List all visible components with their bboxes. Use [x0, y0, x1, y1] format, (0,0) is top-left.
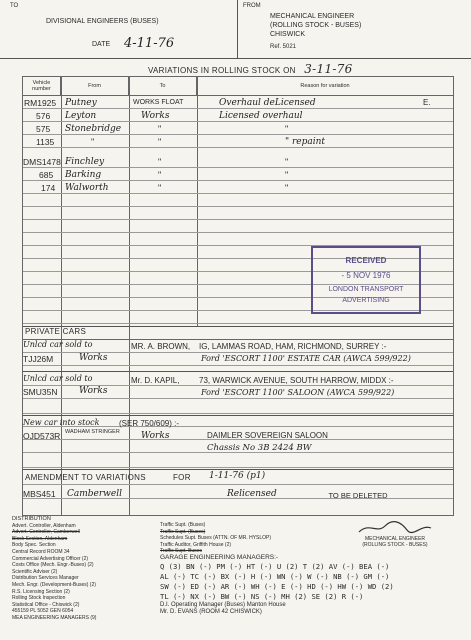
- from-line-2: (ROLLING STOCK - BUSES): [270, 22, 362, 29]
- section-rule: [23, 371, 453, 372]
- col-divider-3: [197, 77, 198, 327]
- distribution-item: Schedules Supt. Buses (ATTN. OF MR. HYSLOP): [160, 535, 272, 542]
- ruled-line: [23, 108, 453, 109]
- from-location: Barking: [65, 170, 102, 180]
- received-stamp: [311, 246, 421, 314]
- from-location: Stonebridge: [65, 124, 122, 134]
- distribution-item: Body Spec. Section: [12, 542, 56, 549]
- vehicle-number: SMU35N: [23, 387, 58, 397]
- col-divider-2: [129, 77, 130, 515]
- form-header: [0, 0, 471, 59]
- stamp-received: RECEIVED: [345, 256, 387, 265]
- reason: Overhaul deLicensed: [219, 98, 316, 108]
- ruled-line: [23, 232, 453, 233]
- distribution-item: Traffic Supt. (Buses): [160, 522, 206, 528]
- distribution-item: Mech. Engr. (Development-Buses) (2): [12, 581, 96, 588]
- distribution-item: Central Record ROOM 34: [12, 548, 70, 555]
- ruled-line: [23, 147, 453, 148]
- date-value: 4-11-76: [124, 36, 175, 51]
- from-location: Putney: [65, 98, 97, 108]
- from-location: ": [91, 137, 95, 147]
- col-header-from: From: [61, 77, 129, 95]
- vehicle-number: RM1925: [24, 98, 57, 108]
- ruled-line: [23, 193, 453, 194]
- reason: ": [285, 183, 289, 193]
- garage-managers-heading: GARAGE ENGINEERING MANAGERS:-: [160, 553, 279, 561]
- to-location: Works: [141, 431, 170, 441]
- from-label: FROM: [243, 3, 261, 9]
- from-location: Leyton: [65, 111, 97, 121]
- from-location: Finchley: [65, 157, 105, 167]
- reason: ": [285, 124, 289, 134]
- vehicle-number: 685: [39, 170, 54, 180]
- car-model: DAIMLER SOVEREIGN SALOON: [207, 431, 328, 440]
- stamp-line-4: ADVERTISING: [342, 297, 390, 304]
- distribution-item: Scientific Adviser (2): [12, 568, 58, 575]
- distribution-item: Mr. D. EVANS (ROOM 42 CHISWICK): [160, 608, 262, 615]
- distribution-item: TL (-) NX (-) BW (-) NS (-) MH (2) SE (2) R (-): [160, 591, 364, 601]
- date-label: DATE: [92, 41, 111, 48]
- to-value: DIVISIONAL ENGINEERS (BUSES): [46, 18, 159, 25]
- ruled-line: [23, 219, 453, 220]
- ruled-line: [23, 467, 453, 468]
- distribution-left: [12, 516, 162, 622]
- reason: ": [285, 170, 289, 180]
- from-location: Works: [79, 353, 108, 363]
- to-location: Works: [141, 111, 170, 121]
- ruled-line: [23, 134, 453, 135]
- ref-number: Ref. 5021: [270, 44, 297, 50]
- col-header-reason: Reason for variation: [300, 83, 350, 89]
- ruled-line: [23, 180, 453, 181]
- amendment-label: AMENDMENT TO VARIATIONS: [25, 473, 146, 482]
- vehicle-number: 1135: [36, 137, 55, 147]
- ruled-line: [23, 413, 453, 414]
- ruled-line: [23, 121, 453, 122]
- reason-mark: E.: [423, 98, 431, 107]
- to-label: TO: [10, 3, 19, 9]
- distribution-item: Advert. Controller, Camberwell: [12, 529, 80, 536]
- vehicle-number: TJJ26M: [23, 354, 54, 364]
- amendment-reason: Relicensed: [227, 489, 277, 499]
- signature-line-1: MECHANICAL ENGINEER: [364, 536, 426, 542]
- reason: ": [285, 157, 289, 167]
- from-line-1: MECHANICAL ENGINEER: [270, 13, 355, 20]
- ruled-line: [23, 365, 453, 366]
- stamp-date: - 5 NOV 1976: [341, 271, 391, 280]
- vehicle-number: OJD573R: [23, 431, 61, 441]
- distribution-item: AL (-) TC (-) BX (-) H (-) WN (-) W (-) NB (-) GM (-): [160, 571, 390, 581]
- distribution-item: Commercial Advertising Officer (2): [12, 555, 89, 562]
- distribution-item: Advert. Controller, Aldenham: [12, 522, 76, 529]
- header-divider: [237, 0, 238, 58]
- distribution-heading: DISTRIBUTION: [12, 516, 51, 522]
- private-cars-heading: PRIVATE CARS: [25, 327, 87, 336]
- from-line-3: CHISWICK: [270, 31, 305, 38]
- buyer-address: 73, WARWICK AVENUE, SOUTH HARROW, MIDDX :-: [199, 376, 394, 385]
- distribution-item: Traffic Supt. (Buses): [160, 528, 206, 535]
- stock-reference: (SER 750/609) :-: [119, 419, 180, 428]
- signature-line-2: (ROLLING STOCK - BUSES): [362, 542, 428, 548]
- col-header-vehicle: Vehicle number: [23, 77, 61, 95]
- reason: " repaint: [285, 137, 326, 147]
- amendment-from: Camberwell: [67, 489, 122, 499]
- stamp-line-3: LONDON TRANSPORT: [328, 286, 404, 293]
- buyer-name: Mr. D. KAPIL,: [131, 376, 180, 385]
- section-rule: [23, 469, 453, 470]
- form-title: [148, 62, 353, 76]
- header-rule: [23, 95, 453, 96]
- distribution-item: 455159 PL 5052 GEN 6054: [12, 608, 74, 615]
- amendment-vehicle: MBS451: [23, 489, 56, 499]
- from-location: Walworth: [65, 183, 109, 193]
- vehicle-note: Unlcd car sold to: [23, 374, 93, 383]
- vehicle-note: Unlcd car sold to: [23, 340, 93, 349]
- distribution-item: Costs Office (Mech. Engr.-Buses) (2): [12, 562, 94, 569]
- ruled-line: [23, 398, 453, 399]
- distribution-item: Statistical Office - Chiswick (2): [12, 601, 80, 608]
- car-detail: Ford 'ESCORT 1100' SALOON (AWCA 599/922): [201, 388, 395, 397]
- title-date: 3-11-76: [304, 62, 353, 76]
- to-location: ": [158, 183, 162, 193]
- vehicle-note: New car into stock: [23, 418, 100, 427]
- distribution-item: D.I. Operating Manager (Buses) Manton House: [160, 601, 286, 608]
- to-location: WORKS FLOAT: [133, 99, 184, 106]
- ruled-line: [23, 167, 453, 168]
- distribution-item: MEA ENGINEERING MANAGERS (9): [12, 614, 97, 621]
- vehicle-number: 575: [36, 124, 51, 134]
- col-divider-1: [61, 77, 62, 515]
- amendment-date: 1-11-76 (p1): [209, 471, 266, 481]
- to-location: ": [158, 137, 162, 147]
- col-header-to: To: [129, 77, 197, 95]
- section-rule: [23, 326, 453, 327]
- amendment-for-label: FOR: [173, 473, 191, 482]
- from-location: Works: [79, 386, 108, 396]
- distribution-item: Distribution Services Manager: [12, 575, 79, 582]
- distribution-right-top: [160, 522, 460, 555]
- garage-codes: [160, 562, 460, 602]
- amendment-deleted-note: TO BE DELETED: [328, 491, 388, 500]
- distribution-right: [160, 522, 460, 616]
- distribution-item: Traffic Supt. Buses: [160, 548, 202, 555]
- vehicle-number: 576: [36, 111, 51, 121]
- section-rule: [23, 415, 453, 416]
- distribution-item: Block Section, Aldenham: [12, 535, 68, 542]
- to-location: ": [158, 170, 162, 180]
- from-location: WADHAM STRINGER: [65, 429, 120, 435]
- ruled-line: [23, 206, 453, 207]
- to-location: ": [158, 124, 162, 134]
- distribution-right-bottom: [160, 602, 460, 616]
- vehicle-number: DMS1478: [23, 157, 61, 167]
- distribution-item: R.S. Licensing Section (2): [12, 588, 70, 595]
- ruled-line: [23, 484, 453, 485]
- ruled-line: [23, 323, 453, 324]
- distribution-left-list: [12, 523, 162, 622]
- chassis-number: Chassis No 3B 2424 BW: [207, 443, 312, 453]
- car-detail: Ford 'ESCORT 1100' ESTATE CAR (AWCA 599/922): [201, 354, 411, 363]
- distribution-item: SW (-) ED (-) AR (-) WH (-) E (-) HD (-) HW (-) WD (2): [160, 581, 394, 591]
- buyer-address: IG, LAMMAS ROAD, HAM, RICHMOND, SURREY :-: [199, 342, 387, 351]
- distribution-item: Traffic Auditor, Griffith House (2): [160, 541, 232, 548]
- reason: Licensed overhaul: [219, 111, 303, 121]
- to-location: ": [158, 157, 162, 167]
- title-text: VARIATIONS IN ROLLING STOCK ON: [148, 66, 296, 75]
- distribution-block: [12, 516, 462, 640]
- distribution-item: Q (3) BN (-) PM (-) HT (-) U (2) T (2) AV (-) BEA (-): [160, 561, 390, 571]
- vehicle-number: 174: [41, 183, 56, 193]
- distribution-item: Rolling Stock Inspection: [12, 595, 66, 602]
- buyer-name: MR. A. BROWN,: [131, 342, 191, 351]
